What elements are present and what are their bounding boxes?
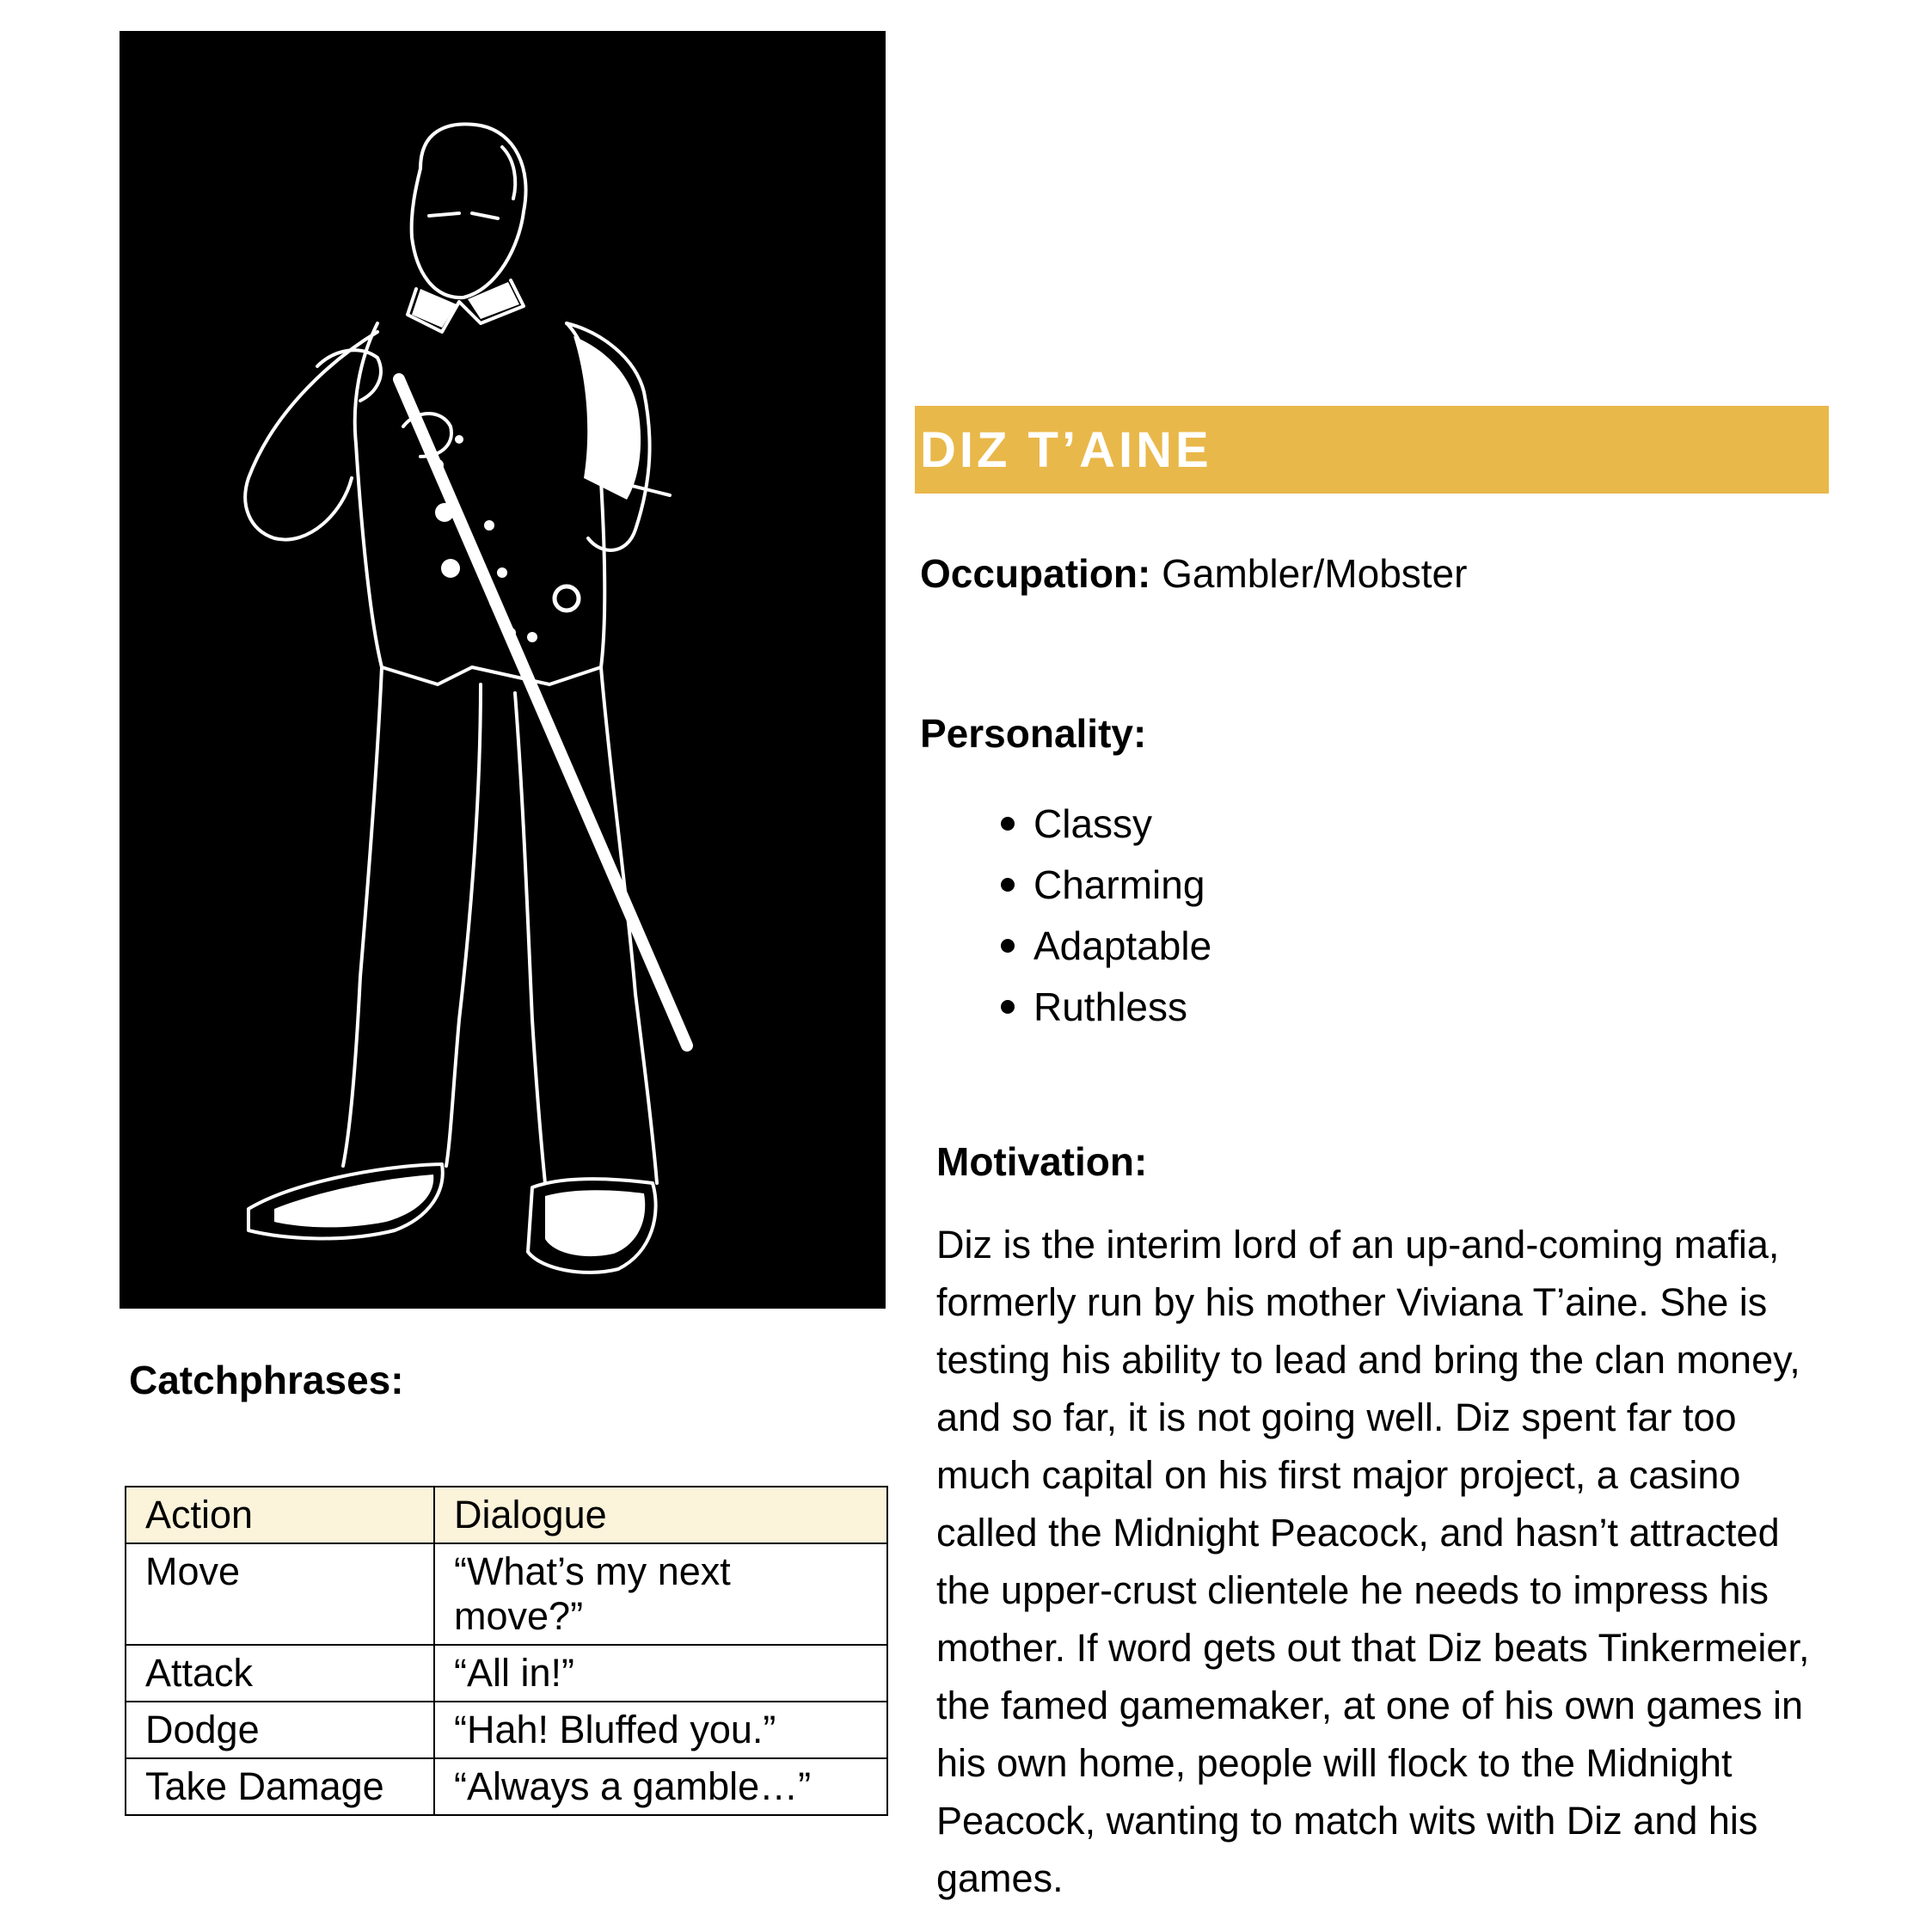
trait-text: Ruthless xyxy=(1033,984,1187,1029)
table-row xyxy=(126,1543,887,1645)
action-cell: Dodge xyxy=(126,1702,434,1758)
action-cell: Move xyxy=(126,1543,434,1645)
list-item xyxy=(1001,915,1211,976)
dialogue-cell: “What’s my next move?” xyxy=(434,1543,887,1645)
personality-label: Personality: xyxy=(920,711,1147,756)
occupation xyxy=(920,550,1467,597)
personality-traits-list xyxy=(1001,793,1211,1037)
character-name: DIZ T’AINE xyxy=(920,421,1212,478)
dialogue-cell: “All in!” xyxy=(434,1645,887,1702)
bullet-icon xyxy=(1001,1000,1015,1014)
trait-text: Adaptable xyxy=(1033,923,1212,968)
table-row xyxy=(126,1702,887,1758)
trait-text: Classy xyxy=(1033,800,1153,846)
occupation-value: Gambler/Mobster xyxy=(1162,551,1468,596)
table-row xyxy=(126,1758,887,1815)
bullet-icon xyxy=(1001,939,1015,953)
motivation-text: Diz is the interim lord of an up-and-coming mafia, formerly run by his mother Viviana T’aine. She is testing his ability to lead and bring the clan money, and so far, it is not going well. Diz spent far too much capital on his first major project, a casino called the Midnight Peacock, and hasn’t attracted the upper-crust clientele he needs to impress his mother. If word gets out that Diz beats Tinkermeier, the famed gamemaker, at one of his own games in his own home, people will flock to the Midnight Peacock, wanting to match wits with Diz and his games. xyxy=(936,1223,1810,1900)
dialogue-cell: “Hah! Bluffed you.” xyxy=(434,1702,887,1758)
column-header-dialogue: Dialogue xyxy=(434,1487,887,1543)
occupation-label: Occupation: xyxy=(920,551,1151,596)
motivation-label: Motivation: xyxy=(936,1139,1148,1184)
character-name-banner xyxy=(915,406,1829,494)
bullet-icon xyxy=(1001,878,1015,892)
action-cell: Take Damage xyxy=(126,1758,434,1815)
action-cell: Attack xyxy=(126,1645,434,1702)
catchphrases-label: Catchphrases: xyxy=(129,1358,404,1402)
list-item xyxy=(1001,976,1211,1037)
dialogue-cell: “Always a gamble…” xyxy=(434,1758,887,1815)
trait-text: Charming xyxy=(1033,862,1205,907)
list-item xyxy=(1001,793,1211,854)
table-row xyxy=(126,1645,887,1702)
bullet-icon xyxy=(1001,817,1015,831)
catchphrases-table xyxy=(125,1486,888,1816)
list-item xyxy=(1001,854,1211,915)
table-header-row xyxy=(126,1487,887,1543)
character-portrait xyxy=(120,31,886,1309)
column-header-action: Action xyxy=(126,1487,434,1543)
